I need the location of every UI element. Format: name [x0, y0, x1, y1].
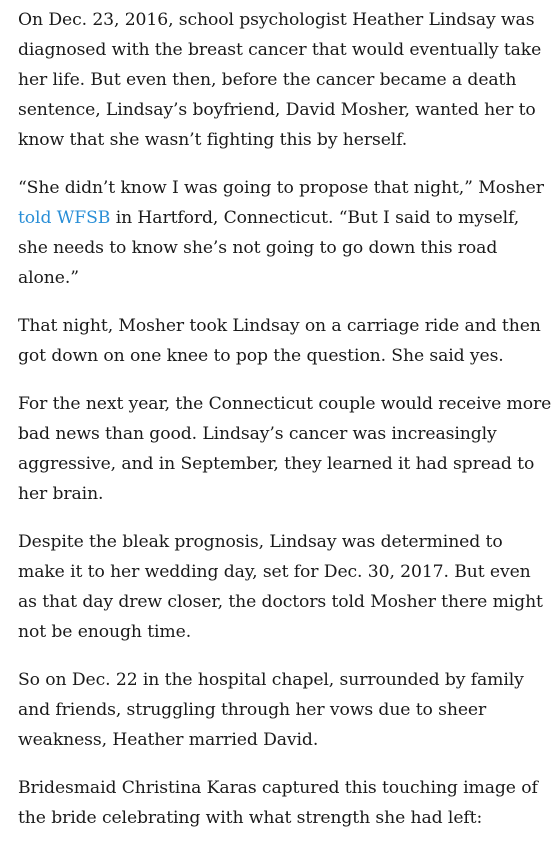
- quote-text-after-link: in Hartford, Connecticut. “But I said to myself, she needs to know she’s not going to go down this road alone.”: [18, 208, 520, 288]
- quote-text-before-link: “She didn’t know I was going to propose that night,” Mosher: [18, 178, 544, 198]
- told-wfsb-link[interactable]: told WFSB: [18, 208, 111, 228]
- paragraph-carriage-ride: That night, Mosher took Lindsay on a carriage ride and then got down on one knee to pop the question. She said yes.: [18, 316, 541, 366]
- paragraph-diagnosis: On Dec. 23, 2016, school psychologist Heather Lindsay was diagnosed with the breast cancer that would eventually take her life. But even then, before the cancer became a death sentence, Lindsay’s boyfriend, David Mosher, wanted her to know that she wasn’t fighting this by herself.: [18, 10, 542, 150]
- paragraph-prognosis: Despite the bleak prognosis, Lindsay was determined to make it to her wedding day, set for Dec. 30, 2017. But even as that day drew closer, the doctors told Mosher there might not be enough time.: [18, 532, 543, 642]
- paragraph-bridesmaid: Bridesmaid Christina Karas captured this touching image of the bride celebrating with what strength she had left:: [18, 778, 538, 828]
- article-body: [18, 5, 552, 851]
- paragraph-bad-news: For the next year, the Connecticut couple would receive more bad news than good. Lindsay’s cancer was increasingly aggressive, and in September, they learned it had spread to her brain.: [18, 394, 552, 504]
- paragraph-wedding: So on Dec. 22 in the hospital chapel, surrounded by family and friends, struggling through her vows due to sheer weakness, Heather married David.: [18, 670, 524, 750]
- paragraph-proposal-quote: [18, 173, 552, 293]
